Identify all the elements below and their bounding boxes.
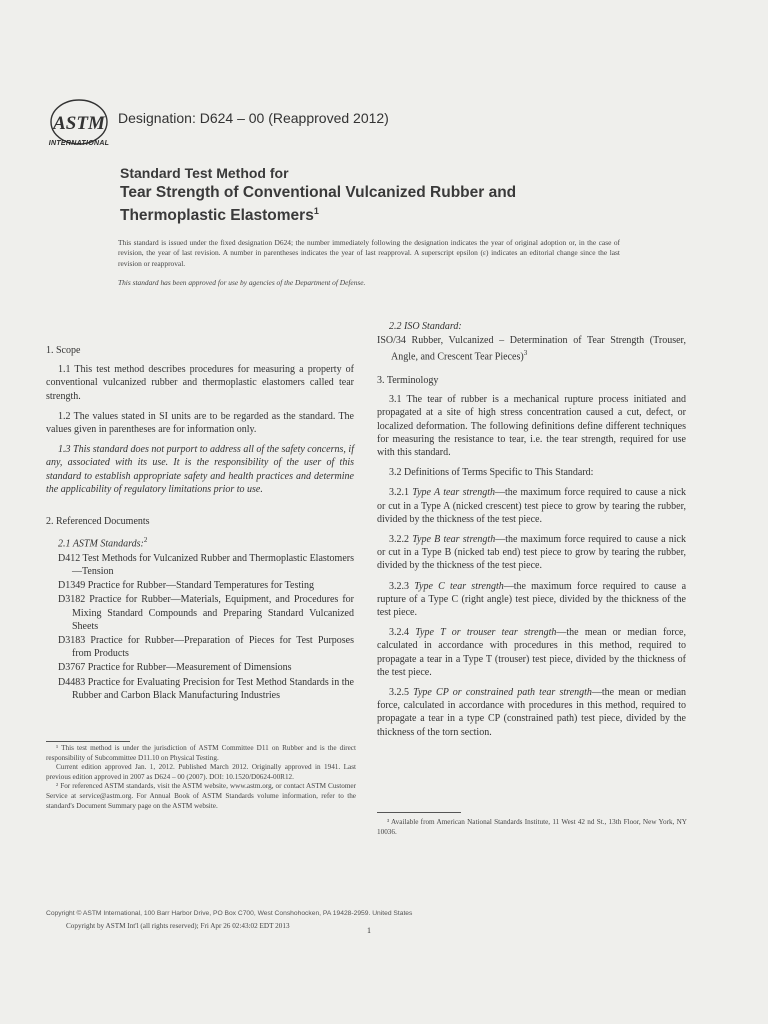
iso-mark: 3 [523,349,528,358]
designation: Designation: D624 – 00 (Reapproved 2012) [118,110,389,126]
copyright-line: Copyright © ASTM International, 100 Barr Harbor Drive, PO Box C700, West Conshohocken, PA 19428-2959. United States [46,910,413,917]
para-3-1: 3.1 The tear of rubber is a mechanical rupture process initiated and propagated at a site of high stress concentration caused a cut, defect, or localized deformation. The following definitions define different techniques for measuring the resistance to tear, i.e. the tear strength, required for use with this standard. [377,394,686,458]
definition-3-2-2 [377,533,686,573]
terminology-heading: 3. Terminology [377,374,439,386]
definition-term: Type CP or constrained path tear strength [413,687,592,698]
astm-standards-label [46,534,354,551]
referenced-documents-heading: 2. Referenced Documents [46,516,150,528]
definition-number: 3.2.1 [389,487,409,499]
definition-text: —the maximum force required to cause a nick or cut in a Type B (nicked tab end) test piece to grow by tearing the rubber, divided by the thickness of the test piece. [377,533,686,572]
dod-notice: This standard has been approved for use by agencies of the Department of Defense. [118,278,366,287]
title-line-3-text: Thermoplastic Elastomers [120,207,314,225]
para-1-2: 1.2 The values stated in SI units are to be regarded as the standard. The values given in parentheses are for information only. [46,410,354,436]
definition-text: —the mean or median force, calculated in accordance with procedures in this method, required to propagate a tear in a Type T (trouser) test piece, divided by the thickness of the test piece. [377,627,686,678]
definition-text: —the maximum force required to cause a rupture of a Type C (right angle) test piece, divided by the thickness of the test piece. [377,580,687,618]
astm-standards-text: 2.1 ASTM Standards: [58,538,144,550]
footnote-divider [377,812,461,813]
title-line-2: Tear Strength of Conventional Vulcanized Rubber and [120,184,517,201]
reference-item: D3767 Practice for Rubber—Measurement of Dimensions [58,662,292,674]
left-column [46,344,354,703]
footnote-3: ³ Available from American National Standards Institute, 11 West 42 nd St., 13th Floor, New York, NY 10036. [377,818,687,836]
title-line-1: Standard Test Method for [120,165,289,181]
footnote-1: ¹ This test method is under the jurisdiction of ASTM Committee D11 on Rubber and is the direct responsibility of Subcommittee D11.10 on Physical Testing. [46,744,356,762]
copyright-license-line: Copyright by ASTM Int'l (all rights reserved); Fri Apr 26 02:43:02 EDT 2013 [66,922,290,930]
reference-item: D3182 Practice for Rubber—Materials, Equipment, and Procedures for Mixing Standard Compounds and Preparing Standard Vulcanized Sheets [58,594,354,632]
definition-term: Type C tear strength [414,580,504,592]
footnote-1-edition: Current edition approved Jan. 1, 2012. Published March 2012. Originally approved in 1941. Last previous edition approved in 2007 as D624 – 00 (2007). DOI: 10.1520/D0624-00R12. [46,763,356,781]
footnote-divider [46,741,130,742]
definition-3-2-3 [377,580,686,620]
iso-reference [377,334,686,364]
scope-heading: 1. Scope [46,345,81,356]
reference-item: D3183 Practice for Rubber—Preparation of Pieces for Test Purposes from Products [58,634,354,660]
para-1-1: 1.1 This test method describes procedures for measuring a property of conventional vulcanized rubber and thermoplastic elastomers called tear strength. [46,364,354,402]
logo-text: ASTM [53,113,105,134]
definition-text: —the mean or median force, calculated in accordance with procedures in this method, required to propagate a tear in a type CP (constrained path) test piece, divided by the thickness of the torn section. [377,687,687,738]
definition-3-2-5 [377,686,686,739]
definition-3-2-1 [377,486,686,526]
title-line-3 [120,202,660,225]
document-title [120,164,660,225]
footnotes-right [377,818,687,837]
reference-item: D412 Test Methods for Vulcanized Rubber and Thermoplastic Elastomers—Tension [58,552,354,577]
footnote-2: ² For referenced ASTM standards, visit the ASTM website, www.astm.org, or contact ASTM Customer Service at service@astm.org. For Annual Book of ASTM Standards volume information, refer to the standard's Document Summary page on the ASTM website. [46,782,356,810]
definition-3-2-4 [377,626,686,679]
iso-reference-text: ISO/34 Rubber, Vulcanized – Determination of Tear Strength (Trouser, Angle, and Crescent Tear Pieces) [377,335,686,363]
right-column [377,320,686,746]
page-number: 1 [367,926,371,935]
reference-item: D1349 Practice for Rubber—Standard Temperatures for Testing [58,580,314,592]
definition-number: 3.2.4 [389,627,409,639]
astm-standards-mark: 2 [143,536,148,545]
footnotes-left [46,744,356,811]
iso-standard-heading: 2.2 ISO Standard: [389,321,462,332]
reference-item: D4483 Practice for Evaluating Precision for Test Method Standards in the Rubber and Carbon Black Manufacturing Industries [58,676,354,701]
title-footnote-mark: 1 [313,206,319,216]
definition-number: 3.2.5 [389,687,409,698]
para-1-3: 1.3 This standard does not purport to address all of the safety concerns, if any, associated with its use. It is the responsibility of the user of this standard to establish appropriate safety and health practices and determine the applicability of regulatory limitations prior to use. [46,444,354,495]
definition-term: Type T or trouser tear strength [415,627,557,639]
logo-caption: INTERNATIONAL [48,140,110,147]
definition-term: Type A tear strength [412,487,495,499]
standard-notice: This standard is issued under the fixed designation D624; the number immediately following the designation indicates the year of original adoption or, in the case of revision, the year of last revision. A number in parentheses indicates the year of last reapproval. A superscript epsilon (ε) indicates an editorial change since the last revision or reapproval. [118,238,620,268]
definition-number: 3.2.2 [389,533,409,545]
definition-text: —the maximum force required to cause a nick or cut in a Type A (nicked crescent) test piece to grow by tearing the rubber, divided by the thickness of the test piece. [377,487,687,525]
definition-term: Type B tear strength [412,533,496,545]
definition-number: 3.2.3 [389,580,409,592]
para-3-2: 3.2 Definitions of Terms Specific to This Standard: [389,467,594,479]
